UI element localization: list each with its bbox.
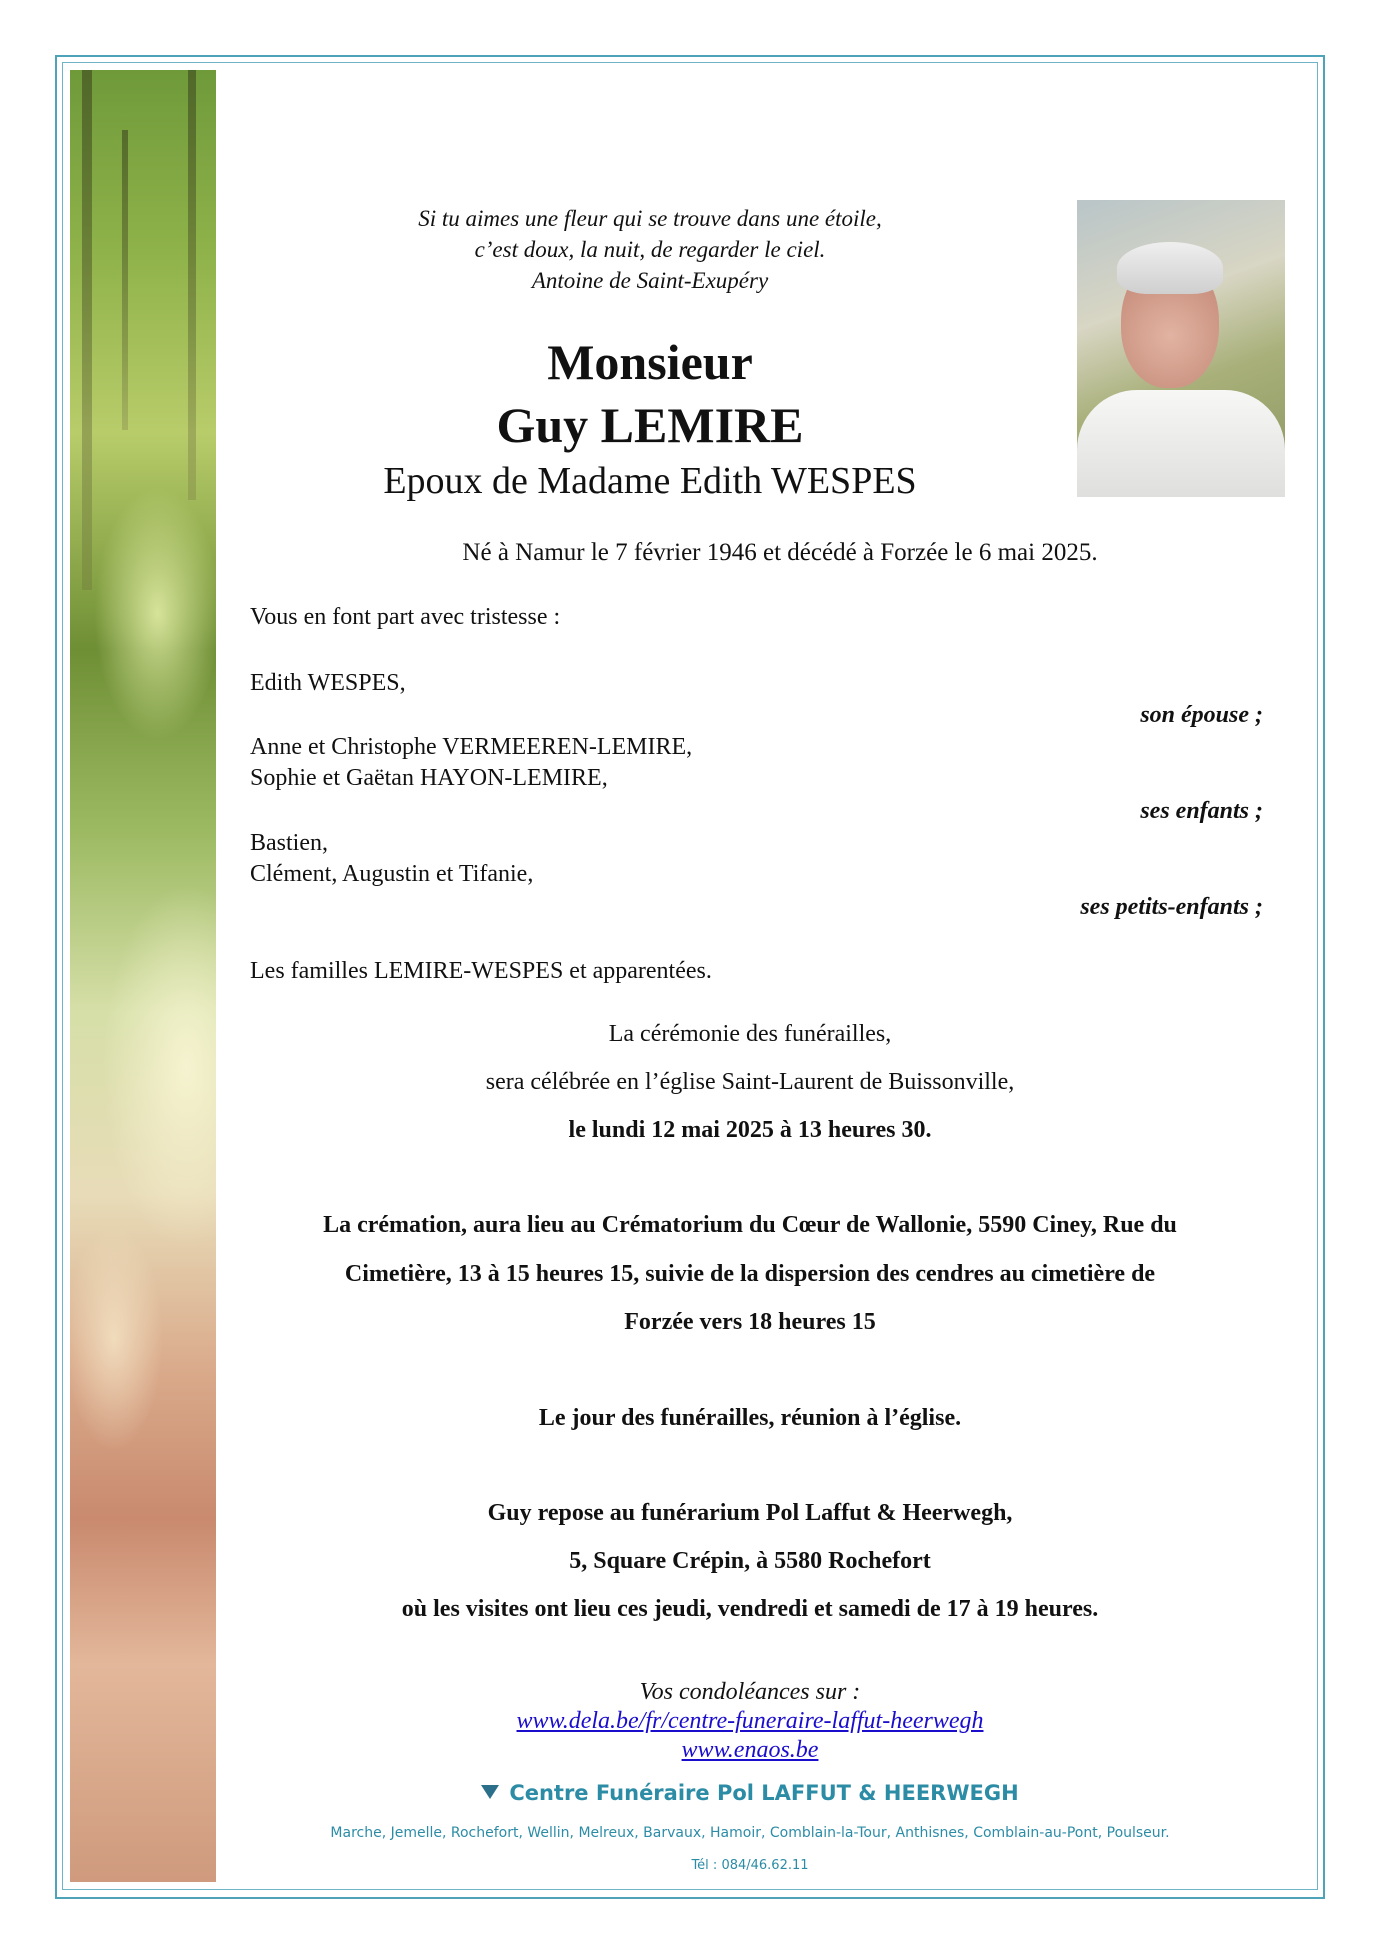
families-line: Les familles LEMIRE-WESPES et apparentées.: [250, 958, 712, 984]
spouse-name: Edith WESPES,: [250, 670, 406, 696]
forest-path-image: [70, 70, 216, 1882]
ceremony-line-2: sera célébrée en l’église Saint-Laurent de Buissonville,: [485, 1069, 1015, 1095]
ceremony-date: le lundi 12 mai 2025 à 13 heures 30.: [568, 1117, 932, 1143]
birth-death: Né à Namur le 7 février 1946 et décédé à Forzée le 6 mai 2025.: [462, 539, 1098, 566]
cremation-line-3: Forzée vers 18 heures 15: [624, 1309, 876, 1335]
visits-line-1: Guy repose au funérarium Pol Laffut & Heerwegh,: [487, 1500, 1013, 1526]
funeral-home-towns: Marche, Jemelle, Rochefort, Wellin, Melreux, Barvaux, Hamoir, Comblain-la-Tour, Anthisnes, Comblain-au-Pont, Poulseur.: [330, 1825, 1170, 1841]
grandchildren-role: ses petits-enfants ;: [1080, 894, 1263, 920]
visits-line-2: 5, Square Crépin, à 5580 Rochefort: [569, 1548, 931, 1574]
reunion-line: Le jour des funérailles, réunion à l’église.: [538, 1405, 962, 1431]
funeral-home-brand: [250, 1779, 1250, 1807]
deceased-name: Guy LEMIRE: [496, 397, 804, 453]
grandchild-line-2: Clément, Augustin et Tifanie,: [250, 861, 534, 887]
spouse-role: son épouse ;: [1140, 702, 1263, 728]
quote-line-1: Si tu aimes une fleur qui se trouve dans une étoile,: [418, 206, 882, 231]
honorific: Monsieur: [547, 334, 753, 390]
grandchild-line-1: Bastien,: [250, 830, 328, 856]
announcement-intro: Vous en font part avec tristesse :: [250, 604, 561, 630]
portrait-photo: [1077, 200, 1285, 497]
quote-author: Antoine de Saint-Exupéry: [531, 268, 769, 293]
triangle-down-icon: [481, 1785, 499, 1799]
ceremony-line-1: La cérémonie des funérailles,: [608, 1021, 892, 1047]
condolences-link-dela[interactable]: www.dela.be/fr/centre-funeraire-laffut-heerwegh: [516, 1708, 984, 1734]
funeral-home-phone: Tél : 084/46.62.11: [691, 1858, 809, 1873]
spouse-line: Epoux de Madame Edith WESPES: [383, 460, 917, 502]
visits-line-3: où les visites ont lieu ces jeudi, vendredi et samedi de 17 à 19 heures.: [401, 1596, 1099, 1622]
cremation-line-1: La crémation, aura lieu au Crématorium du Cœur de Wallonie, 5590 Ciney, Rue du: [323, 1212, 1177, 1238]
condolences-link-enaos[interactable]: www.enaos.be: [681, 1737, 819, 1763]
condolences-label: Vos condoléances sur :: [639, 1679, 861, 1705]
child-line-2: Sophie et Gaëtan HAYON-LEMIRE,: [250, 765, 608, 791]
cremation-line-2: Cimetière, 13 à 15 heures 15, suivie de la dispersion des cendres au cimetière de: [344, 1261, 1156, 1287]
children-role: ses enfants ;: [1140, 798, 1263, 824]
quote-line-2: c’est doux, la nuit, de regarder le ciel.: [474, 237, 826, 262]
funeral-home-name: Centre Funéraire Pol LAFFUT & HEERWEGH: [509, 1781, 1019, 1805]
child-line-1: Anne et Christophe VERMEEREN-LEMIRE,: [250, 734, 693, 760]
